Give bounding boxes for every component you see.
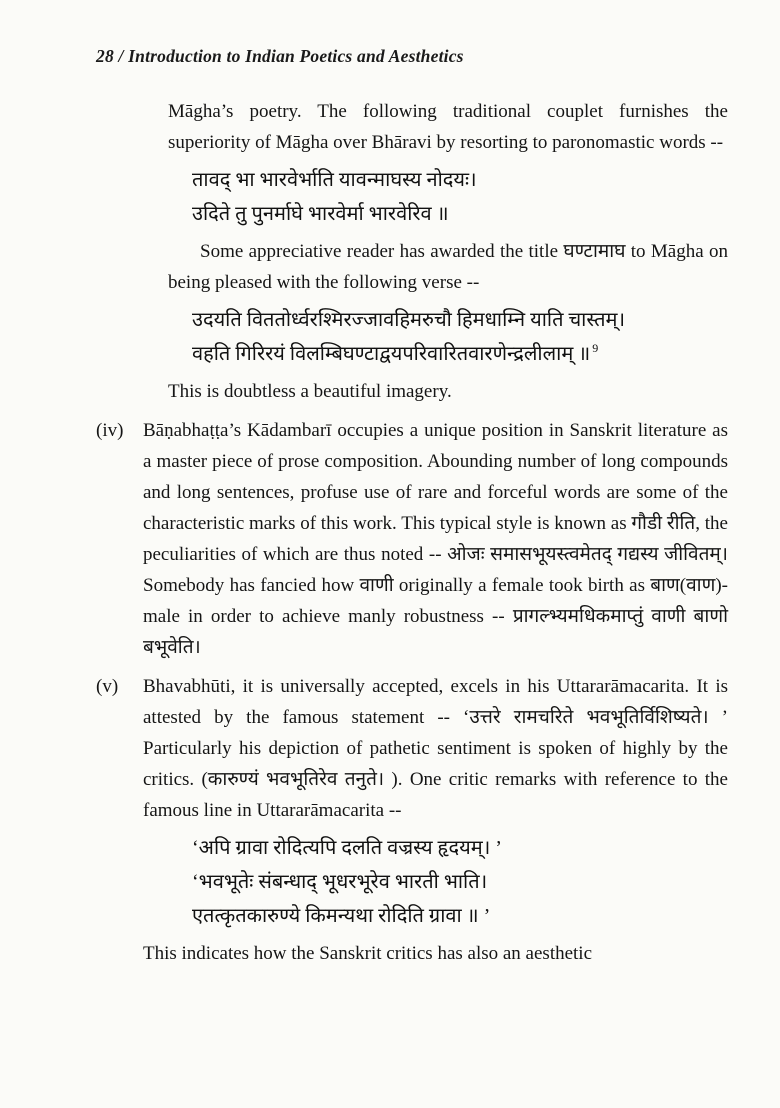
header-separator: /	[118, 46, 124, 66]
closing-line: This indicates how the Sanskrit critics has also an aesthetic	[143, 943, 593, 964]
item-marker: (v)	[96, 676, 119, 697]
item-v-text: Bhavabhūti, it is universally accepted, excels in his Uttararāmacarita. It is attested by the famous statement -- ‘उत्तरे रामचरिते भवभूतिर्विशिष्यते। ’ Particularly his depiction of pathetic sentiment is spoken of highly by the critics. (कारुण्यं भवभूतिरेव तनुते। ). One critic remarks with reference to the famous line in Uttararāmacarita --	[143, 676, 728, 821]
footnote-marker: 9	[592, 341, 599, 356]
verse-line-text: वहति गिरिरयं विलम्बिघण्टाद्वयपरिवारितवारणेन्द्रलीलाम् ॥	[192, 343, 591, 365]
page-header	[96, 46, 464, 67]
verse-line: तावद् भा भारवेर्भाति यावन्माघस्य नोदयः।	[192, 169, 477, 191]
intro-paragraph: Māgha’s poetry. The following traditional couplet furnishes the superiority of Māgha over Bhāravi by resorting to paronomastic words --	[168, 101, 728, 153]
remark-line: This is doubtless a beautiful imagery.	[168, 381, 452, 402]
page-content	[96, 96, 728, 969]
page-number: 28	[96, 46, 114, 66]
sanskrit-verse-2	[192, 303, 728, 371]
item-marker: (iv)	[96, 420, 124, 441]
sanskrit-verse-3	[192, 831, 728, 933]
book-title: Introduction to Indian Poetics and Aesthetics	[128, 46, 464, 66]
verse-line	[192, 337, 728, 371]
verse-line: एतत्कृतकारुण्ये किमन्यथा रोदिति ग्रावा ॥ ’	[192, 905, 491, 927]
sanskrit-verse-1	[192, 163, 728, 231]
verse-line: ‘अपि ग्रावा रोदित्यपि दलति वज्रस्य हृदयम्। ’	[192, 837, 502, 859]
verse-line: उदिते तु पुनर्माघे भारवेर्मा भारवेरिव ॥	[192, 203, 449, 225]
verse-line: ‘भवभूतेः संबन्धाद् भूधरभूरेव भारती भाति।	[192, 871, 488, 893]
list-item-v	[96, 671, 728, 826]
list-item-iv	[96, 415, 728, 663]
item-iv-text: Bāṇabhaṭṭa’s Kādambarī occupies a unique position in Sanskrit literature as a master piece of prose composition. Abounding number of long compounds and long sentences, profuse use of rare and forceful words are some of the characteristic marks of this work. This typical style is known as गौडी रीति, the peculiarities of which are thus noted -- ओजः समासभूयस्त्वमेतद् गद्यस्य जीवितम्। Somebody has fancied how वाणी originally a female took birth as बाण(वाण)- male in order to achieve manly robustness -- प्रागल्भ्यमधिकमाप्तुं वाणी बाणो बभूवेति।	[143, 420, 728, 658]
verse-line: उदयति विततोर्ध्वरश्मिरज्जावहिमरुचौ हिमधाम्नि याति चास्तम्।	[192, 309, 626, 331]
reader-paragraph: Some appreciative reader has awarded the title घण्टामाघ to Māgha on being pleased with the following verse --	[168, 241, 728, 293]
